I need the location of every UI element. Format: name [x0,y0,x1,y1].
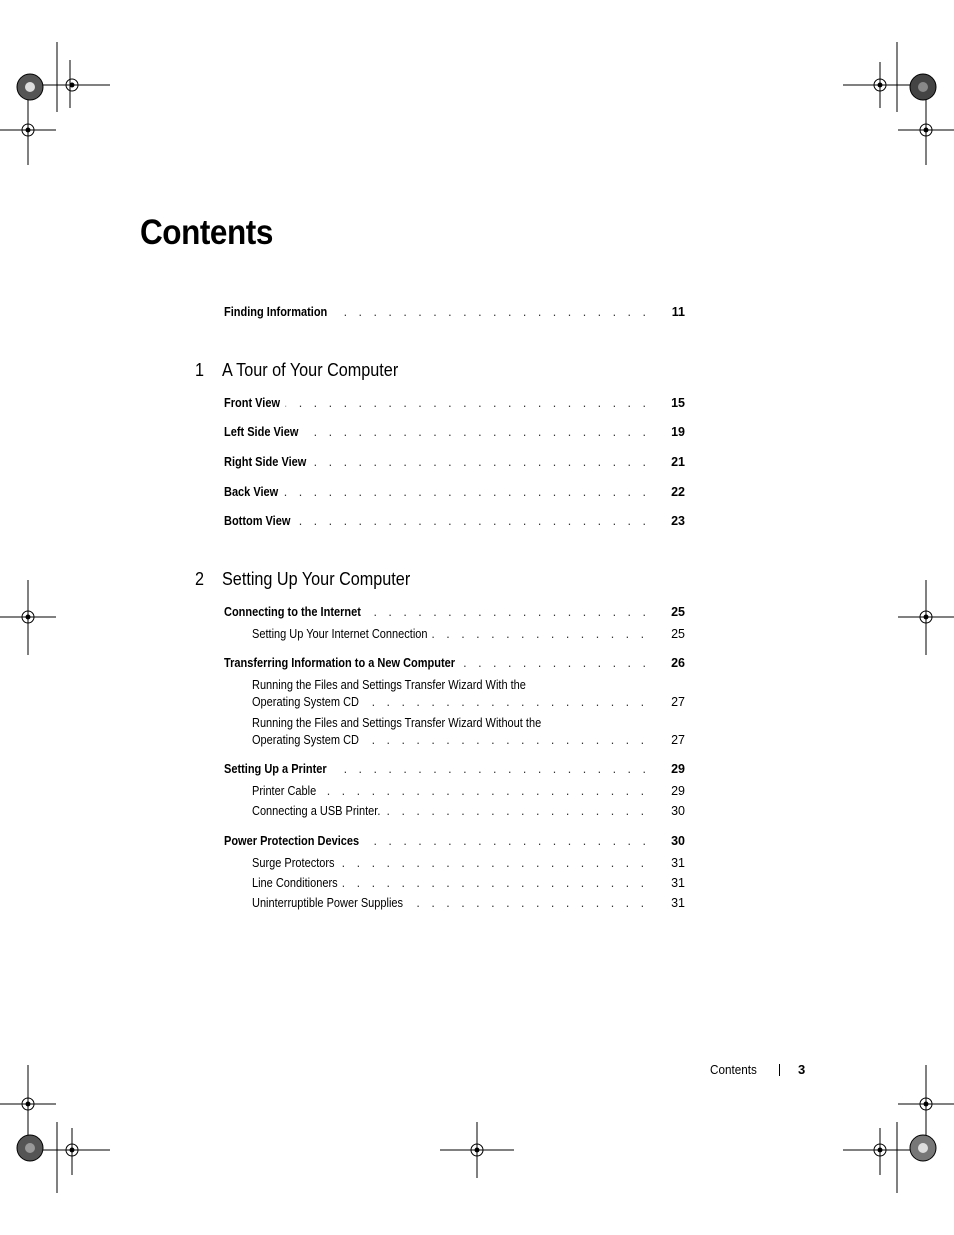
toc-entry-page: 30 [655,802,685,820]
toc-entry-label: Connecting to the Internet [224,603,366,621]
toc-subentry-line-conditioners[interactable] [252,874,685,892]
toc-entry-page: 25 [655,603,685,621]
toc-entry-power-protection[interactable] [224,832,685,850]
toc-entry-label: Right Side View [224,453,312,471]
toc-entry-page: 15 [655,394,685,412]
toc-entry-label: Setting Up Your Internet Connection [252,625,433,643]
toc-entry-label: Printer Cable [252,782,321,800]
toc-entry-page: 27 [655,693,685,711]
toc-subentry-usb-printer[interactable] [252,802,685,820]
chapter-number: 2 [195,569,205,589]
footer-section-label: Contents [710,1062,757,1077]
chapter-heading-2[interactable] [195,567,410,591]
toc-entry-connecting-internet[interactable] [224,603,685,621]
toc-subentry-wizard-without-cd[interactable] [252,731,685,749]
toc-entry-page: 26 [655,654,685,672]
toc-subentry-wizard-with-cd[interactable] [252,693,685,711]
toc-entry-label: Surge Protectors [252,854,340,872]
leader-dots [224,483,685,501]
toc-entry-label: Uninterruptible Power Supplies [252,894,408,912]
toc-entry-label: Operating System CD [252,693,364,711]
chapter-heading-1[interactable] [195,358,398,382]
toc-entry-label: Front View [224,394,285,412]
toc-entry-setting-up-printer[interactable] [224,760,685,778]
leader-dots [224,394,685,412]
footer-divider [779,1064,780,1076]
toc-subentry-printer-cable[interactable] [252,782,685,800]
toc-entry-page: 22 [655,483,685,501]
toc-entry-page: 31 [655,874,685,892]
toc-entry-label: Transferring Information to a New Computer [224,654,460,672]
toc-entry-transferring-information[interactable] [224,654,685,672]
footer-page-number: 3 [798,1062,806,1077]
toc-entry-front-view[interactable] [224,394,685,412]
toc-entry-right-side-view[interactable] [224,453,685,471]
toc-subentry-surge-protectors[interactable] [252,854,685,872]
toc-subentry-line1: Running the Files and Settings Transfer Wizard Without the [252,716,542,730]
chapter-title: Setting Up Your Computer [222,569,411,589]
toc-entry-label: Power Protection Devices [224,832,364,850]
toc-entry-page: 31 [655,854,685,872]
toc-entry-label: Connecting a USB Printer. [252,802,386,820]
toc-entry-page: 27 [655,731,685,749]
toc-subentry-internet-connection[interactable] [252,625,685,643]
toc-entry-page: 30 [655,832,685,850]
toc-entry-page: 25 [655,625,685,643]
toc-entry-page: 29 [655,782,685,800]
toc-entry-label: Operating System CD [252,731,364,749]
toc-entry-label: Back View [224,483,284,501]
chapter-title: A Tour of Your Computer [222,360,399,380]
toc-entry-label: Left Side View [224,423,304,441]
toc-entry-back-view[interactable] [224,483,685,501]
toc-entry-label: Line Conditioners [252,874,343,892]
toc-entry-page: 21 [655,453,685,471]
toc-subentry-ups[interactable] [252,894,685,912]
toc-entry-label: Setting Up a Printer [224,760,332,778]
chapter-number: 1 [195,360,205,380]
toc-subentry-line1: Running the Files and Settings Transfer Wizard With the [252,678,526,692]
toc-entry-bottom-view[interactable] [224,512,685,530]
toc-entry-left-side-view[interactable] [224,423,685,441]
toc-entry-page: 23 [655,512,685,530]
toc-entry-finding-information[interactable] [224,303,685,321]
page-title: Contents [140,213,273,252]
toc-entry-label: Finding Information [224,303,333,321]
toc-entry-page: 19 [655,423,685,441]
toc-entry-page: 31 [655,894,685,912]
toc-entry-page: 29 [655,760,685,778]
toc-entry-label: Bottom View [224,512,296,530]
toc-entry-page: 11 [655,303,685,321]
